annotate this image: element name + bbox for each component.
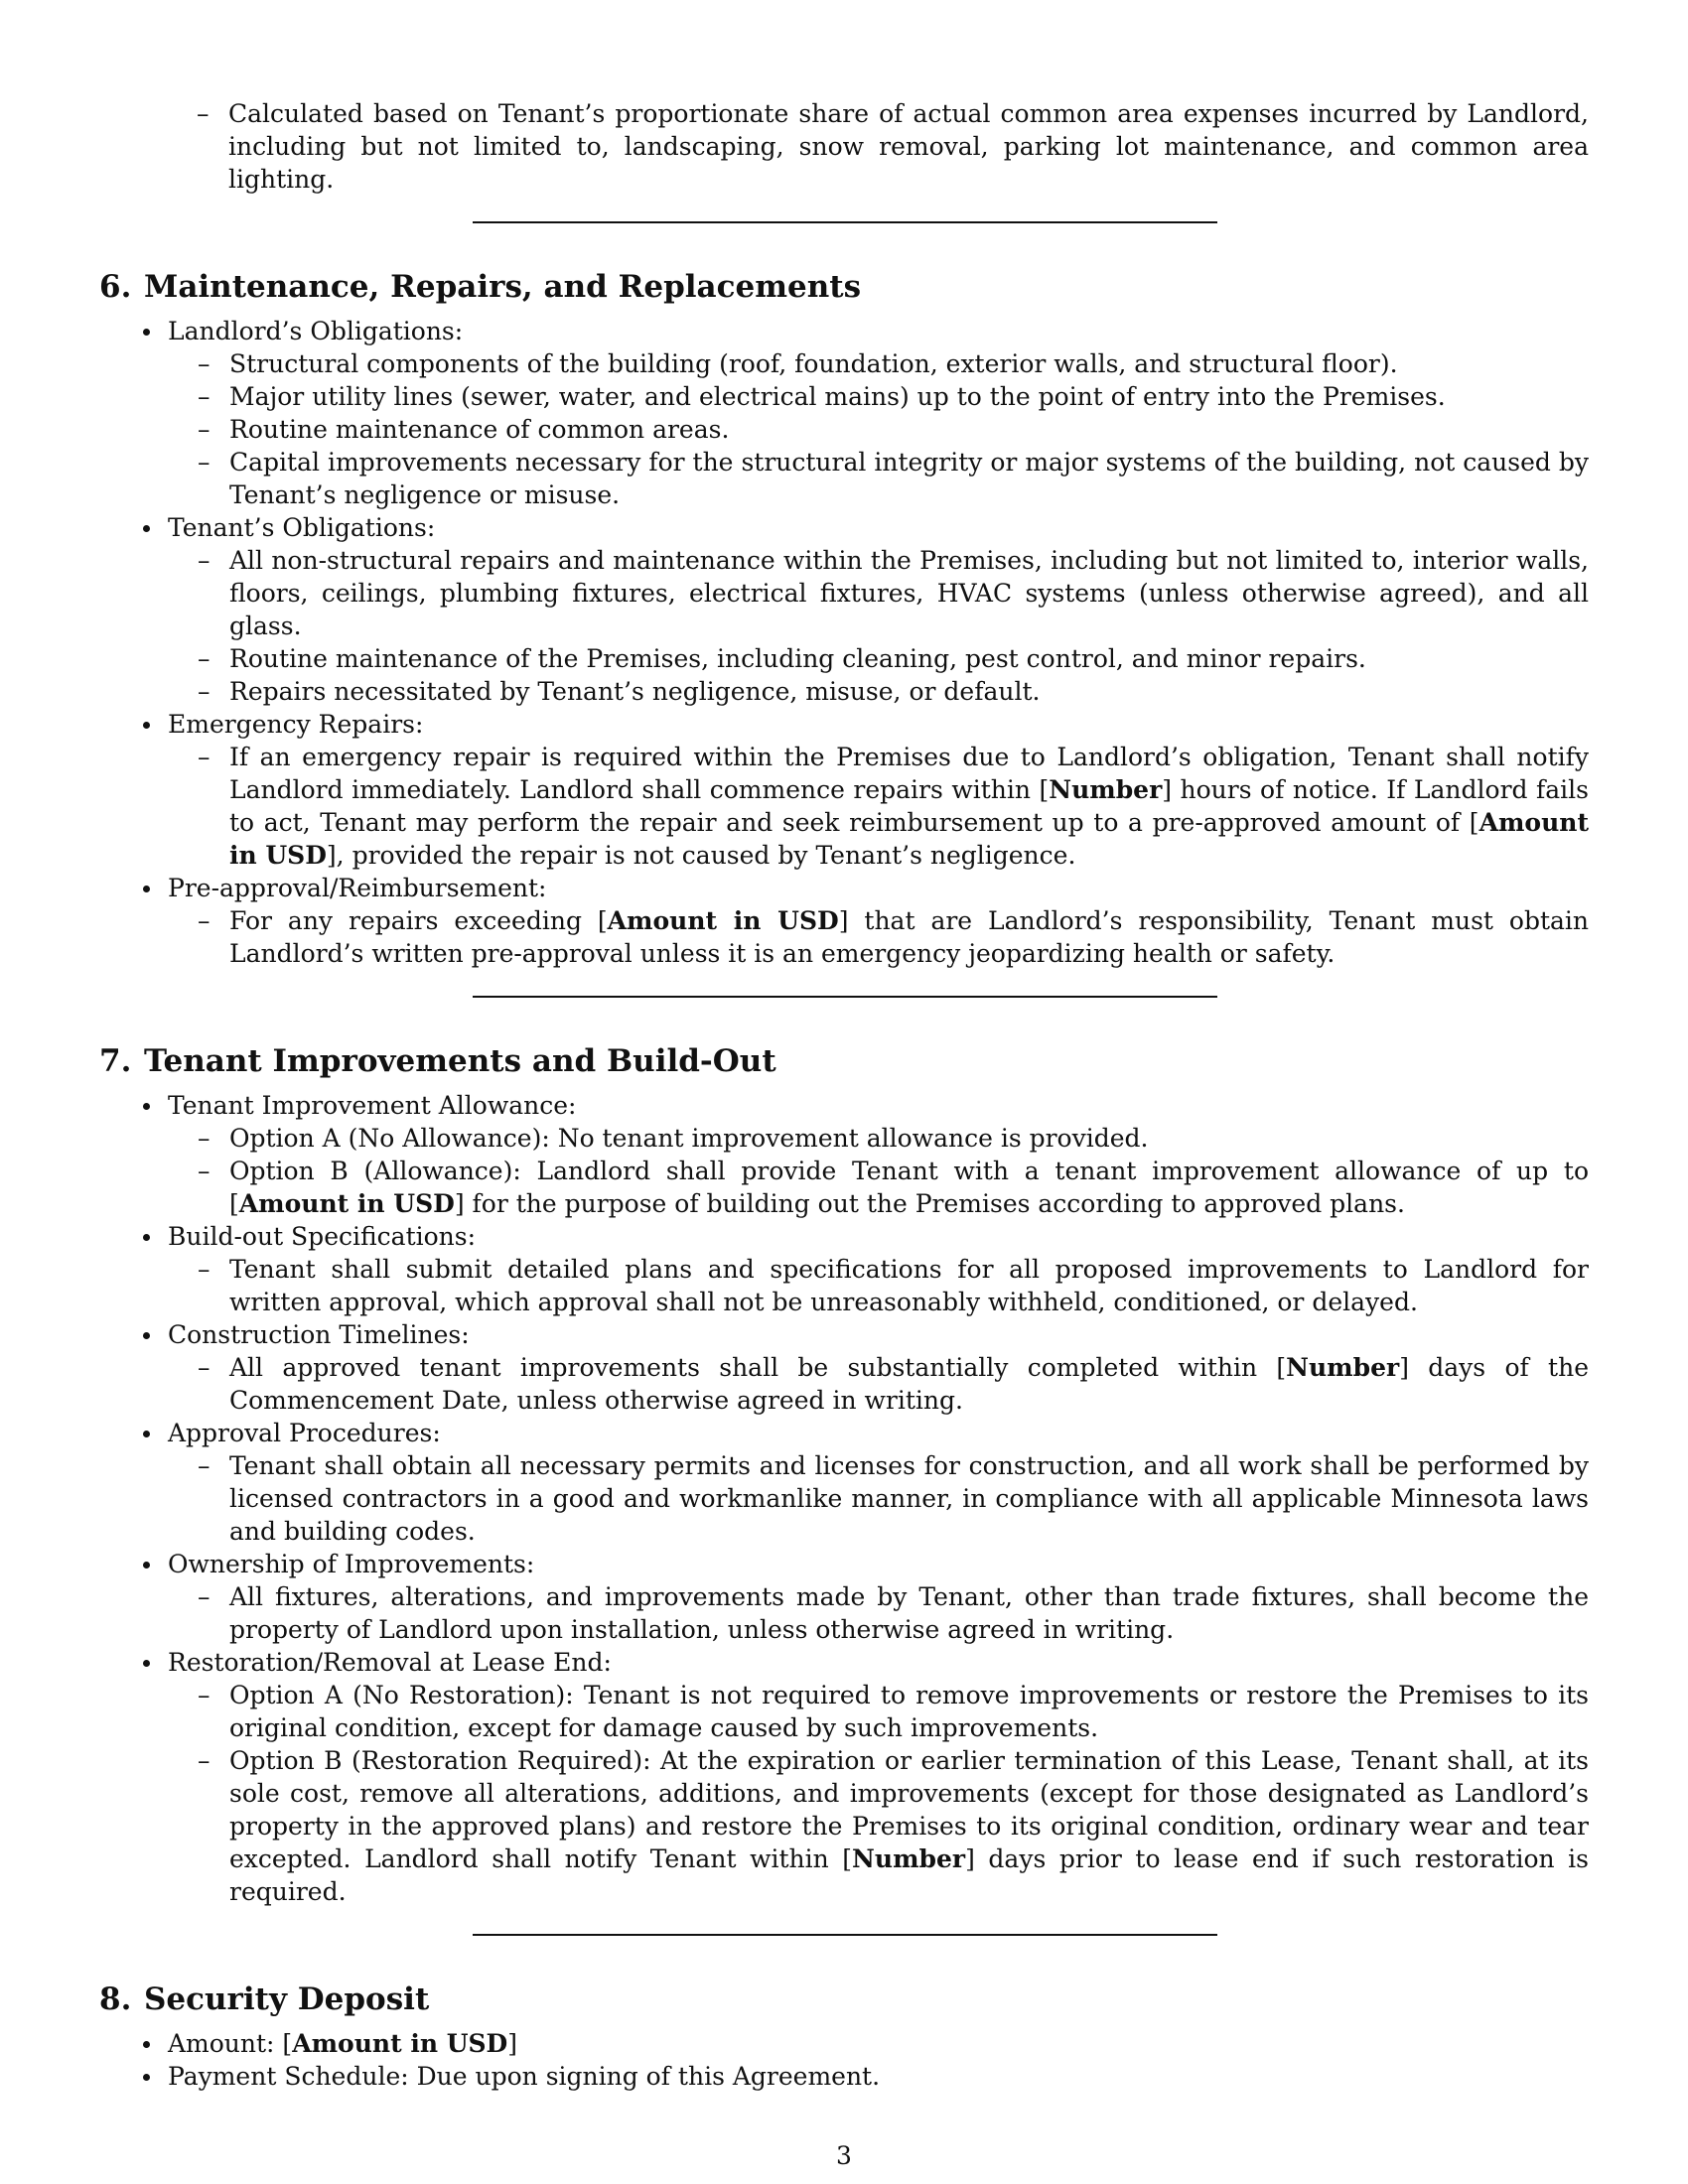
section-heading-7: [99, 1041, 1589, 1081]
list-item: [99, 511, 1589, 708]
list-item: [99, 2027, 1589, 2060]
text-fragment: ] days prior to lease end if such restoration is required.: [229, 1844, 1590, 1906]
list-item: [99, 1548, 1589, 1646]
sublist-item: [168, 741, 1589, 872]
dash-marker: –: [198, 1157, 211, 1185]
horizontal-rule: [473, 1934, 1217, 1936]
placeholder-field: Amount in USD: [229, 808, 1589, 870]
list-item-label: Ownership of Improvements:: [168, 1550, 535, 1578]
dash-marker: –: [198, 1746, 211, 1775]
sublist-item-text: Option A (No Restoration): Tenant is not required to remove improvements or restore the Premises to its original condition, except for damage caused by such improvements.: [229, 1681, 1589, 1742]
dash-marker: –: [198, 743, 211, 771]
horizontal-rule: [473, 996, 1217, 998]
horizontal-rule: [473, 221, 1217, 223]
section-title: Security Deposit: [144, 1981, 430, 2017]
section-number: 6.: [99, 269, 132, 305]
sublist-item-text: Option A (No Allowance): No tenant improvement allowance is provided.: [229, 1124, 1149, 1153]
text-fragment: ] hours of notice. If Landlord fails to act, Tenant may perform the repair and seek reimbursement up to a pre-approved amount of [: [229, 775, 1589, 837]
sublist-item-text: Repairs necessitated by Tenant’s negligence, misuse, or default.: [229, 677, 1041, 706]
text-fragment: ], provided the repair is not caused by Tenant’s negligence.: [326, 841, 1076, 870]
sublist: [168, 1449, 1589, 1548]
sublist-item: [168, 1744, 1589, 1908]
dash-marker: –: [198, 546, 211, 575]
list-item-text: Calculated based on Tenant’s proportionate share of actual common area expenses incurred by Landlord, including but not limited to, landscaping, snow removal, parking lot maintenance, and common area lighting.: [228, 99, 1589, 194]
sublist: [168, 1351, 1589, 1417]
list-item-label: Tenant’s Obligations:: [168, 513, 436, 542]
sublist-item: [168, 1253, 1589, 1318]
sublist-item-text: Major utility lines (sewer, water, and electrical mains) up to the point of entry into the Premises.: [229, 382, 1446, 411]
sublist-item-text: All fixtures, alterations, and improvements made by Tenant, other than trade fixtures, shall become the property of Landlord upon installation, unless otherwise agreed in writing.: [229, 1582, 1589, 1644]
section-6-list: [99, 315, 1589, 970]
sublist-item: [168, 1122, 1589, 1155]
section-number: 7.: [99, 1043, 132, 1079]
placeholder-field: Amount in USD: [238, 1189, 455, 1218]
dash-marker: –: [198, 1353, 211, 1382]
sublist-item-text: Tenant shall submit detailed plans and specifications for all proposed improvements to Landlord for written approval, which approval shall not be unreasonably withheld, conditioned, or delayed.: [229, 1255, 1589, 1316]
sublist-item-text: Capital improvements necessary for the structural integrity or major systems of the building, not caused by Tenant’s negligence or misuse.: [229, 448, 1589, 509]
section-title: Maintenance, Repairs, and Replacements: [144, 269, 862, 305]
list-item-label: Approval Procedures:: [168, 1419, 441, 1447]
dash-marker: –: [198, 1582, 211, 1611]
sublist-item: [168, 1351, 1589, 1417]
sublist-item: [168, 1155, 1589, 1220]
text-fragment: For any repairs exceeding [: [229, 906, 608, 935]
text-fragment: Amount: [: [168, 2029, 293, 2058]
list-item: [99, 708, 1589, 872]
placeholder-field: Amount in USD: [607, 906, 839, 935]
text-fragment: ]: [507, 2029, 517, 2058]
sublist-item: [168, 446, 1589, 511]
text-fragment: ] that are Landlord’s responsibility, Tenant must obtain Landlord’s written pre-approval unless it is an emergency jeopardizing health or safety.: [229, 906, 1589, 968]
dash-marker: –: [198, 644, 211, 673]
placeholder-field: Number: [1049, 775, 1163, 804]
list-item: [99, 315, 1589, 511]
text-fragment: ] days of the Commencement Date, unless otherwise agreed in writing.: [229, 1353, 1590, 1415]
dash-marker: –: [198, 906, 211, 935]
section-heading-8: [99, 1979, 1589, 2019]
list-item-label: Restoration/Removal at Lease End:: [168, 1648, 612, 1677]
sublist-item: [168, 380, 1589, 413]
sublist: [168, 741, 1589, 872]
dash-marker: –: [198, 1681, 211, 1709]
placeholder-field: Amount in USD: [292, 2029, 508, 2058]
sublist-item: [168, 544, 1589, 642]
sublist-item-text: Structural components of the building (roof, foundation, exterior walls, and structural floor).: [229, 349, 1398, 378]
sublist: [168, 1679, 1589, 1908]
dash-marker: –: [197, 99, 210, 128]
text-fragment: All approved tenant improvements shall be substantially completed within [: [229, 1353, 1287, 1382]
list-item: [99, 1318, 1589, 1417]
list-item-label: Build-out Specifications:: [168, 1222, 477, 1251]
dash-marker: –: [198, 382, 211, 411]
list-item: [99, 2060, 1589, 2093]
sublist-item: [168, 1580, 1589, 1646]
page-content: [99, 97, 1589, 2093]
list-item-label: Tenant Improvement Allowance:: [168, 1091, 577, 1120]
sublist-item: [168, 347, 1589, 380]
page-number: 3: [836, 2141, 852, 2170]
text-fragment: Option B (Allowance): Landlord shall provide Tenant with a tenant improvement allowance of up to [: [229, 1157, 1589, 1218]
placeholder-field: Number: [1286, 1353, 1400, 1382]
sublist: [168, 904, 1589, 970]
list-item-label: Construction Timelines:: [168, 1320, 470, 1349]
dash-marker: –: [198, 1451, 211, 1480]
sublist: [168, 544, 1589, 708]
section-8-list: [99, 2027, 1589, 2093]
sublist-item: [168, 1679, 1589, 1744]
list-item-label: Pre-approval/Reimbursement:: [168, 874, 547, 902]
dash-marker: –: [198, 415, 211, 444]
list-item: [99, 1220, 1589, 1318]
sublist-item-text: All non-structural repairs and maintenance within the Premises, including but not limited to, interior walls, floors, ceilings, plumbing fixtures, electrical fixtures, HVAC systems (unless otherwise agreed), and all glass.: [229, 546, 1589, 640]
sublist-item: [168, 904, 1589, 970]
list-item: [99, 1646, 1589, 1908]
section-number: 8.: [99, 1981, 132, 2017]
list-item: [99, 1417, 1589, 1548]
placeholder-field: Number: [852, 1844, 966, 1873]
sublist-item: [168, 642, 1589, 675]
sublist-item: [168, 675, 1589, 708]
sublist-item-text: Routine maintenance of common areas.: [229, 415, 730, 444]
list-item-label: Payment Schedule: Due upon signing of this Agreement.: [168, 2062, 881, 2091]
dash-marker: –: [198, 1124, 211, 1153]
section-7-list: [99, 1089, 1589, 1908]
list-item-label: Landlord’s Obligations:: [168, 317, 464, 345]
text-fragment: ] for the purpose of building out the Premises according to approved plans.: [454, 1189, 1405, 1218]
sublist: [168, 1253, 1589, 1318]
sublist-item: [168, 413, 1589, 446]
text-fragment: Option B (Restoration Required): At the expiration or earlier termination of this Lease, Tenant shall, at its sole cost, remove all alterations, additions, and improvements (except for those designated as Landlord’s property in the approved plans) and restore the Premises to its original condition, ordinary wear and tear excepted. Landlord shall notify Tenant within [: [229, 1746, 1589, 1873]
sublist: [168, 1122, 1589, 1220]
sublist-item: [168, 1449, 1589, 1548]
list-item: [99, 872, 1589, 970]
sublist-item-text: Routine maintenance of the Premises, including cleaning, pest control, and minor repairs.: [229, 644, 1366, 673]
dash-marker: –: [198, 349, 211, 378]
dash-marker: –: [198, 1255, 211, 1284]
sublist-item-text: Tenant shall obtain all necessary permits and licenses for construction, and all work shall be performed by licensed contractors in a good and workmanlike manner, in compliance with all applicable Minnesota laws and building codes.: [229, 1451, 1589, 1546]
list-item: [99, 97, 1589, 196]
dash-marker: –: [198, 448, 211, 477]
sublist: [168, 1580, 1589, 1646]
sublist: [168, 347, 1589, 511]
list-item-label: Emergency Repairs:: [168, 710, 424, 739]
section-title: Tenant Improvements and Build-Out: [144, 1043, 776, 1079]
section-heading-6: [99, 267, 1589, 307]
list-item: [99, 1089, 1589, 1220]
dash-marker: –: [198, 677, 211, 706]
text-fragment: If an emergency repair is required within the Premises due to Landlord’s obligation, Tenant shall notify Landlord immediately. Landlord shall commence repairs within [: [229, 743, 1589, 804]
